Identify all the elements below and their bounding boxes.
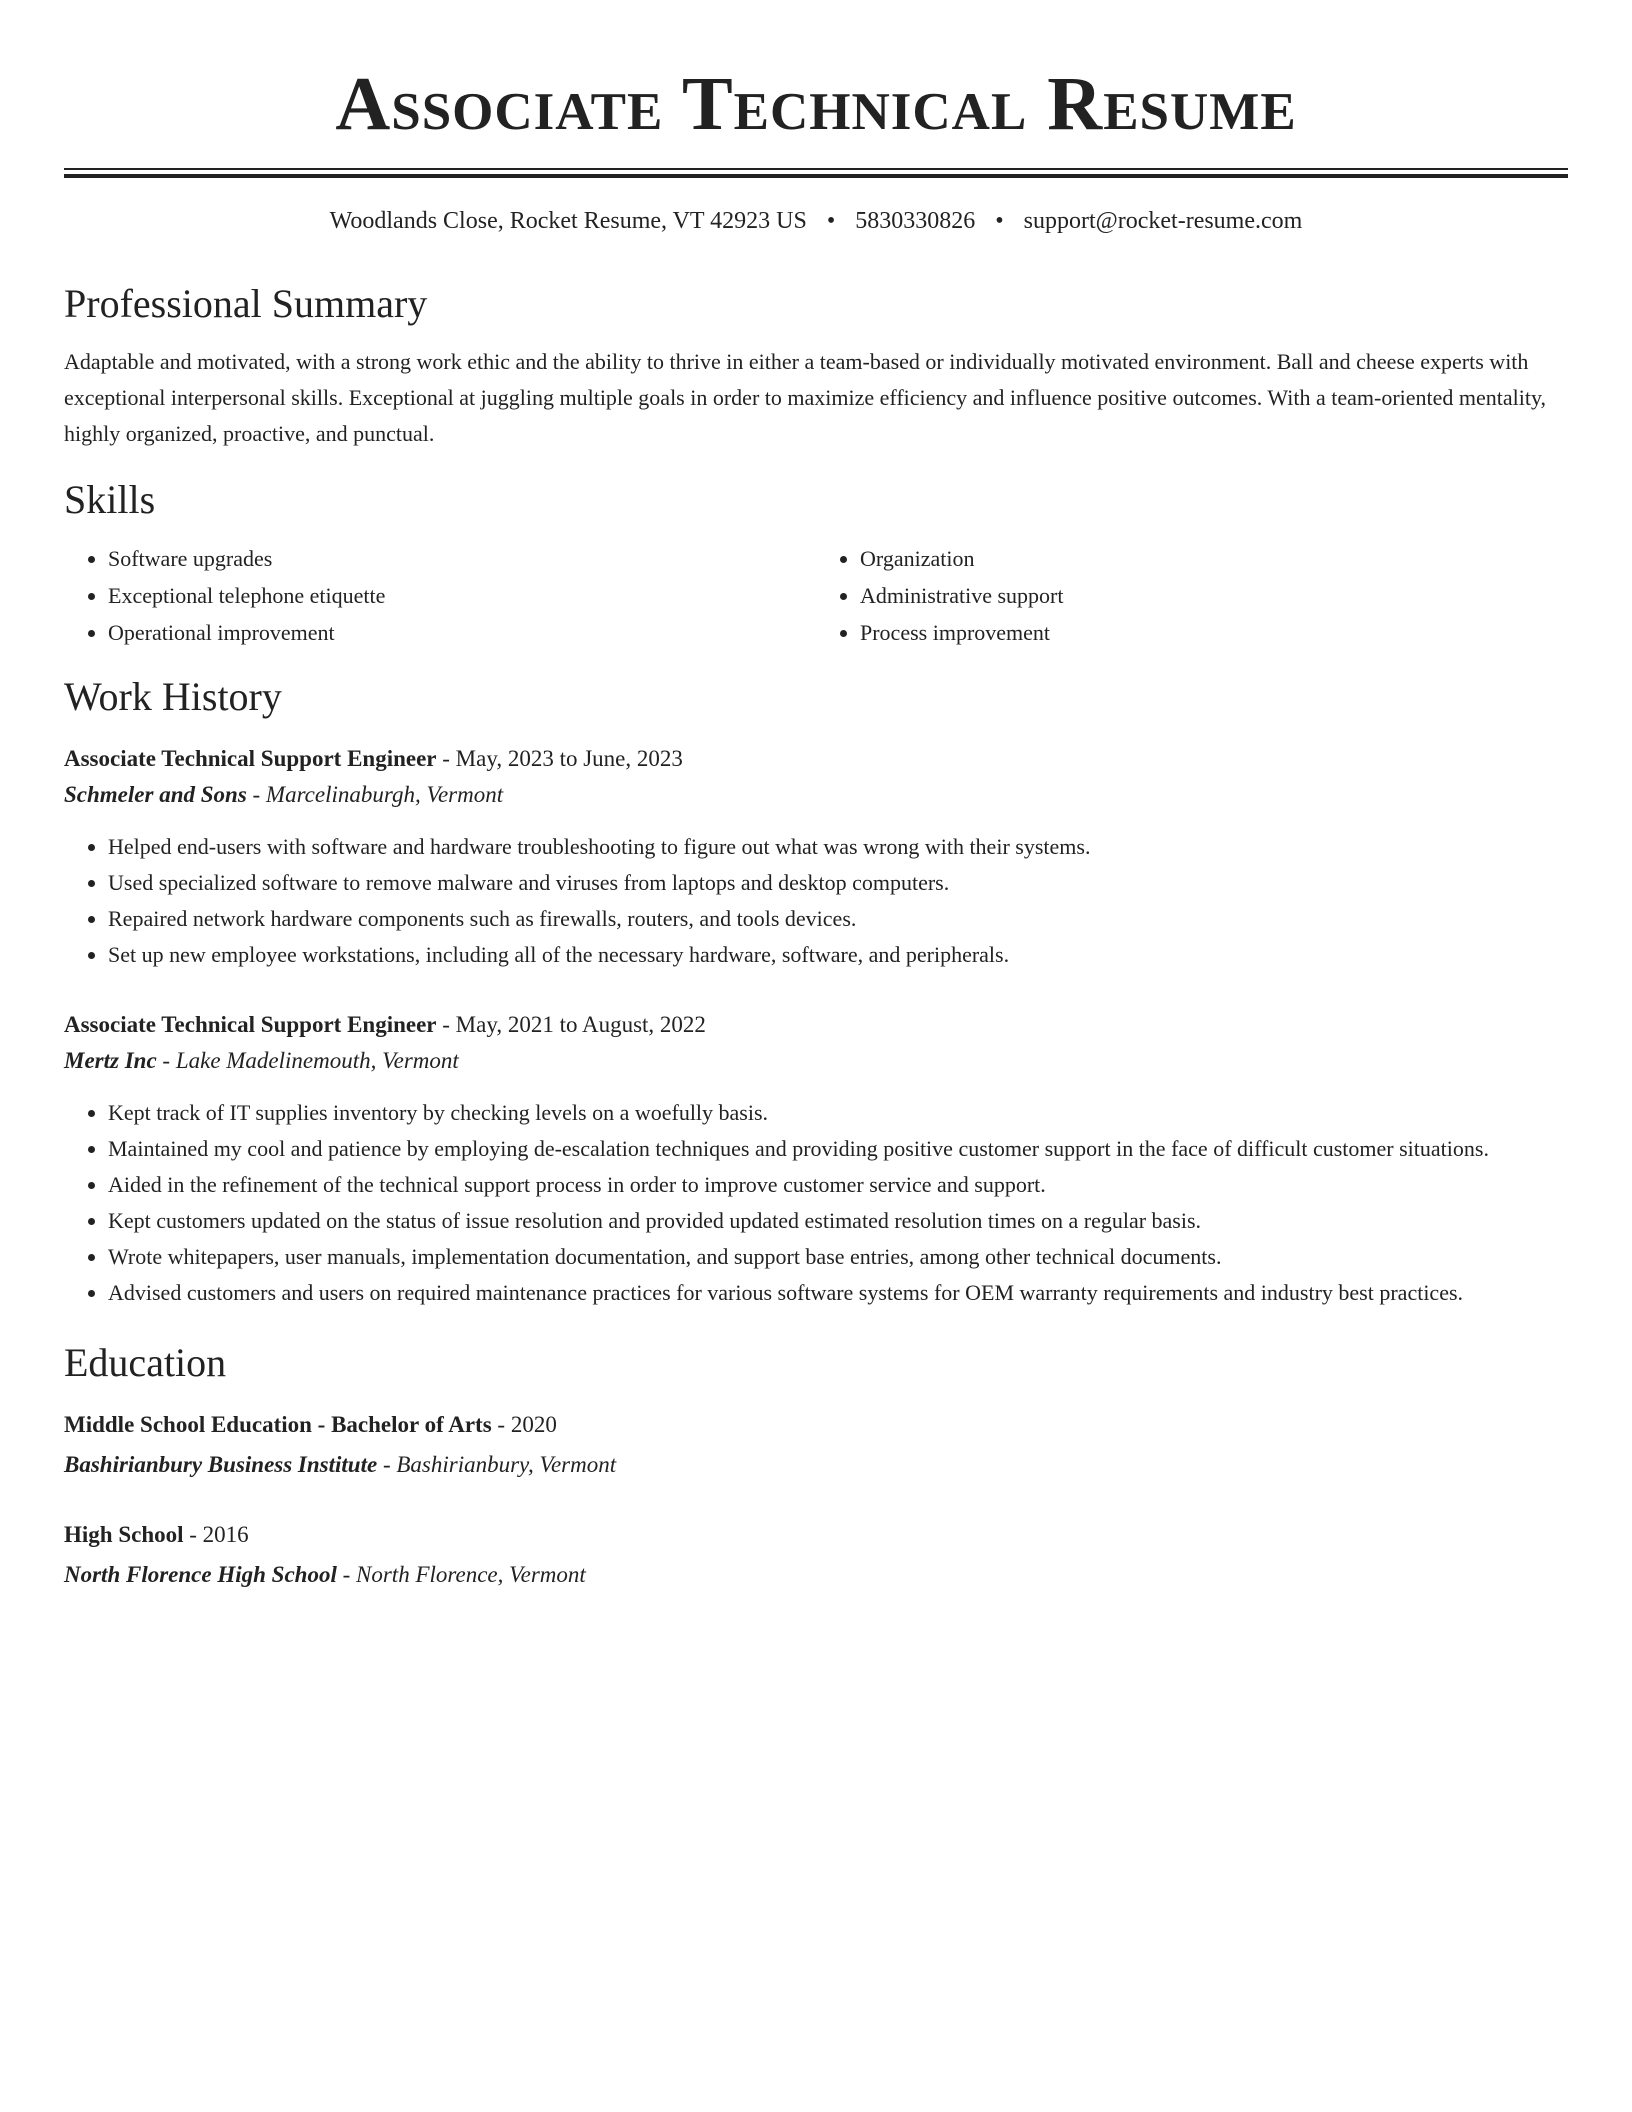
section-heading-skills: Skills	[64, 477, 156, 522]
job-company: Schmeler and Sons	[64, 782, 247, 807]
summary-text: Adaptable and motivated, with a strong work ethic and the ability to thrive in either a team-based or individually motivated environment. Ball and cheese experts with exceptional interpersonal skills. Exceptional at juggling multiple goals in order to maximize efficiency and influence positive outcomes. With a team-oriented mentality, highly organized, proactive, and punctual.	[64, 349, 1547, 446]
section-heading-work: Work History	[64, 674, 282, 719]
duty-item: • Kept track of IT supplies inventory by checking levels on a woefully basis.	[108, 1095, 1568, 1131]
job-company: Mertz Inc	[64, 1048, 157, 1073]
skill-item: • Administrative support	[860, 577, 1568, 614]
education-school: Bashirianbury Business Institute	[64, 1452, 378, 1477]
job-duties-list	[64, 829, 1568, 973]
education-institution	[64, 1447, 1568, 1483]
contact-separator: •	[826, 208, 836, 234]
contact-email: support@rocket-resume.com	[1023, 208, 1303, 234]
section-heading-education: Education	[64, 1340, 227, 1385]
skill-item: • Organization	[860, 540, 1568, 577]
education-entry	[64, 1517, 1568, 1593]
job-duties-list	[64, 1095, 1568, 1311]
contact-separator: •	[995, 208, 1004, 234]
duty-item: • Maintained my cool and patience by employing de-escalation techniques and providing positive customer support in the face of difficult customer situations.	[108, 1131, 1568, 1167]
contact-address: Woodlands Close, Rocket Resume, VT 42923 US	[329, 208, 807, 234]
education-heading	[64, 1407, 1568, 1443]
job-entry	[64, 741, 1568, 973]
job-title: Associate Technical Support Engineer	[64, 1012, 437, 1037]
duty-item: • Repaired network hardware components such as firewalls, routers, and tools devices.	[108, 901, 1568, 937]
education-institution	[64, 1557, 1568, 1593]
rule-thick-line	[64, 174, 1568, 178]
duty-item: • Advised customers and users on required maintenance practices for various software systems for OEM warranty requirements and industry best practices.	[108, 1275, 1568, 1311]
job-location: - Lake Madelinemouth, Vermont	[162, 1048, 459, 1073]
skill-item: • Software upgrades	[108, 540, 816, 577]
job-employer	[64, 777, 1568, 813]
job-dates: - May, 2021 to August, 2022	[442, 1012, 706, 1037]
education-year: - 2020	[497, 1412, 557, 1437]
section-heading-summary: Professional Summary	[64, 281, 428, 326]
skills-list-left	[64, 540, 816, 651]
contact-line	[64, 206, 1568, 236]
education-location: - Bashirianbury, Vermont	[382, 1452, 617, 1477]
duty-item: • Wrote whitepapers, user manuals, implementation documentation, and support base entries, among other technical documents.	[108, 1239, 1568, 1275]
education-heading	[64, 1517, 1568, 1553]
skills-list-right	[816, 540, 1568, 651]
professional-summary-section	[64, 280, 1568, 452]
skill-item: • Operational improvement	[108, 614, 816, 651]
education-entry	[64, 1407, 1568, 1483]
duty-item: • Helped end-users with software and hardware troubleshooting to figure out what was wrong with their systems.	[108, 829, 1568, 865]
resume-page	[64, 0, 1568, 1593]
duty-item: • Aided in the refinement of the technical support process in order to improve customer service and support.	[108, 1167, 1568, 1203]
contact-phone: 5830330826	[855, 208, 976, 234]
job-title: Associate Technical Support Engineer	[64, 746, 437, 771]
duty-item: • Used specialized software to remove malware and viruses from laptops and desktop computers.	[108, 865, 1568, 901]
job-employer	[64, 1043, 1568, 1079]
education-year: - 2016	[189, 1522, 249, 1547]
job-entry	[64, 1007, 1568, 1311]
skills-section	[64, 476, 1568, 651]
resume-title: Associate Technical Resume	[335, 62, 1297, 146]
title-double-rule	[64, 168, 1568, 180]
work-history-section	[64, 673, 1568, 1311]
job-location: - Marcelinaburgh, Vermont	[252, 782, 504, 807]
education-school: North Florence High School	[64, 1562, 337, 1587]
education-degree: Middle School Education - Bachelor of Arts	[64, 1412, 492, 1437]
skill-item: • Process improvement	[860, 614, 1568, 651]
job-heading	[64, 741, 1568, 777]
skill-item: • Exceptional telephone etiquette	[108, 577, 816, 614]
duty-item: • Kept customers updated on the status of issue resolution and provided updated estimated resolution times on a regular basis.	[108, 1203, 1568, 1239]
education-section	[64, 1339, 1568, 1593]
rule-thin-line	[64, 168, 1568, 170]
education-location: - North Florence, Vermont	[342, 1562, 586, 1587]
skills-columns	[64, 540, 1568, 651]
duty-item: • Set up new employee workstations, including all of the necessary hardware, software, and peripherals.	[108, 937, 1568, 973]
job-heading	[64, 1007, 1568, 1043]
education-degree: High School	[64, 1522, 184, 1547]
job-dates: - May, 2023 to June, 2023	[442, 746, 683, 771]
